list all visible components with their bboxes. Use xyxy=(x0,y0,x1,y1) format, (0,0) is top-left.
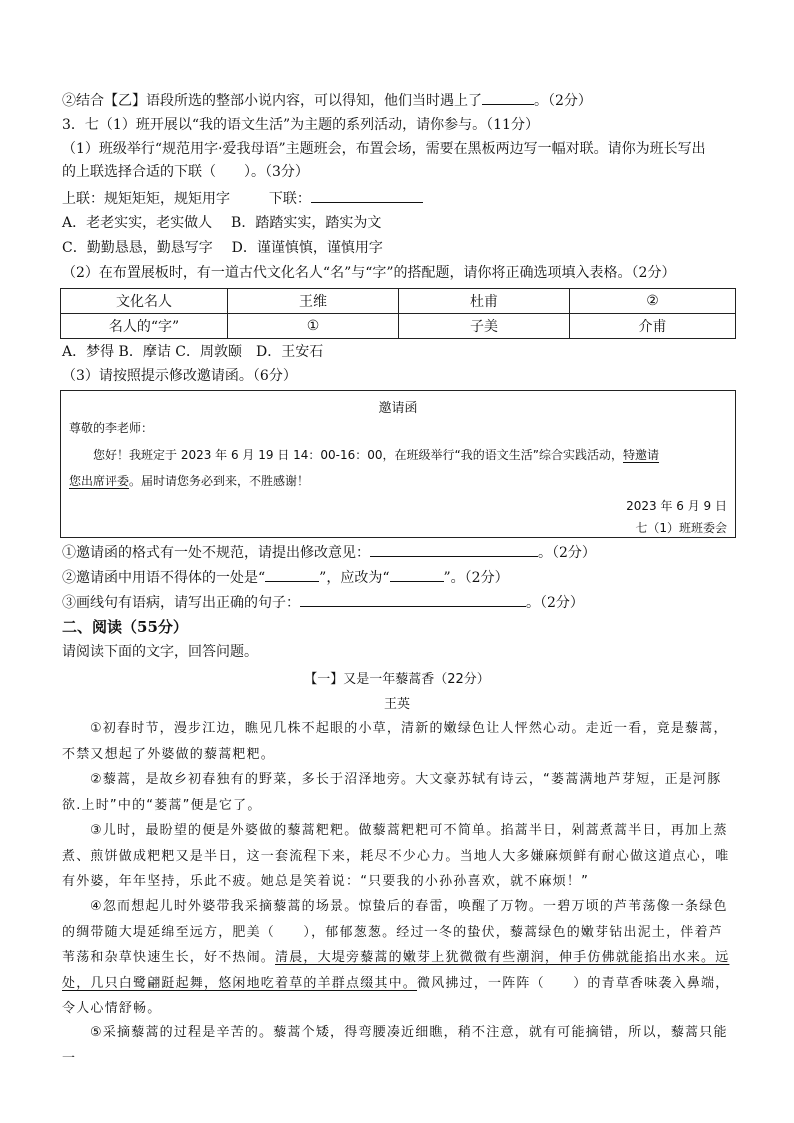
paragraph-2: ②藜蒿，是故乡初春独有的野菜，多长于沼泽地旁。大文豪苏轼有诗云，“蒌蒿满地芦芽短，正是河豚欲.上时”中的“蒌蒿”便是它了。 xyxy=(62,772,722,813)
letter-body-line1: 您好！我班定于 2023 年 6 月 19 日 14：00-16：00，在班级举行“我的语文生活”综合实践活动，特邀请 xyxy=(93,448,660,462)
couplet-lower: 下联： xyxy=(268,191,311,207)
couplet-answer-blank[interactable] xyxy=(311,188,423,203)
invitation-letter xyxy=(60,390,736,538)
paragraph-5: ⑤采摘藜蒿的过程是辛苦的。藜蒿个矮，得弯腰凑近细瞧，稍不注意，就有可能摘错，所以，藜蒿只能一 xyxy=(62,1025,728,1066)
section-2-instruction: 请阅读下面的文字，回答问题。 xyxy=(62,644,258,660)
couplet-upper: 上联：规矩矩矩，规矩用字 xyxy=(62,191,230,207)
question-3-1-line2: 的上联选择合适的下联（ ）。（3分） xyxy=(62,164,309,180)
question-2-2: ②结合【乙】语段所选的整部小说内容，可以得知，他们当时遇上了 。（2分） xyxy=(62,90,592,111)
sub-question-1: ①邀请函的格式有一处不规范，请提出修改意见： 。（2分） xyxy=(62,542,596,563)
article-author: 王英 xyxy=(383,697,410,712)
table-cell: 介甫 xyxy=(570,314,736,339)
table-cell: ② xyxy=(570,289,736,314)
section-2-heading: 二、阅读（55分） xyxy=(62,618,188,636)
question-3-1-line1: （1）班级举行“规范用字·爱我母语”主题班会，布置会场，需要在黑板两边写一幅对联。请你为班长写出 xyxy=(62,141,706,157)
table-cell: 王维 xyxy=(228,289,399,314)
table-row xyxy=(61,314,736,339)
table-cell: 名人的“字” xyxy=(61,314,228,339)
paragraph-1: ①初春时节，漫步江边，瞧见几株不起眼的小草，清新的嫩绿色让人怦然心动。走近一看，竟是藜蒿，不禁又想起了外婆做的藜蒿粑粑。 xyxy=(62,721,728,762)
letter-salutation: 尊敬的李老师： xyxy=(69,421,154,435)
paragraph-4: ④忽而想起儿时外婆带我采摘藜蒿的场景。惊蛰后的春雷，唤醒了万物。一碧万顷的芦苇荡像一条绿色的绸带随大堤延绵至远方，肥美（ ），郁郁葱葱。经过一冬的蛰伏，藜蒿绿色的嫩芽钻出泥土，伴着芦苇荡和杂草快速生长，好不热闹。清晨，大堤旁藜蒿的嫩芽上犹微微有些潮润，伸手仿佛就能掐出水来。远处，几只白鹭翩跹起舞，悠闲地吃着草的羊群点缀其中。微风拂过，一阵阵（ ）的青草香味袭入鼻端，令人心情舒畅。 xyxy=(62,899,730,1016)
table-options: A．梦得 B．摩诘 C．周敦颐 D．王安石 xyxy=(62,344,324,360)
table-cell: 杜甫 xyxy=(399,289,570,314)
paragraph-3: ③儿时，最盼望的便是外婆做的藜蒿粑粑。做藜蒿粑粑可不简单。掐蒿半日，剁蒿煮蒿半日，再加上蒸煮、煎饼做成粑粑又是半日，这一套流程下来，耗尽不少心力。当地人大多嫌麻烦鲜有耐心做这道点心，唯有外婆，年年坚持，乐此不疲。她总是笑着说：“只要我的小孙孙喜欢，就不麻烦！” xyxy=(62,823,730,889)
options-ab xyxy=(62,213,381,233)
couplet xyxy=(62,188,423,209)
option-c: C．勤勤恳恳，勤恳写字 xyxy=(62,240,213,256)
option-a: A．老老实实，老实做人 xyxy=(62,215,213,231)
letter-signature: 七（1）班班委会 xyxy=(635,521,727,535)
name-style-table xyxy=(60,288,736,339)
answer-blank[interactable] xyxy=(370,542,538,557)
sub-question-2: ②邀请函中用语不得体的一处是“ ”，应改为“ ”。（2分） xyxy=(62,567,509,588)
answer-blank[interactable] xyxy=(300,592,526,607)
question-3-title: 3．七（1）班开展以“我的语文生活”为主题的系列活动，请你参与。（11分） xyxy=(62,117,539,133)
option-d: D．谨谨慎慎，谨慎用字 xyxy=(231,240,383,256)
underlined-sentence: 您出席评委 xyxy=(69,474,130,488)
underlined-sentence: 特邀请 xyxy=(623,448,660,462)
options-cd xyxy=(62,238,383,258)
table-cell: 文化名人 xyxy=(61,289,228,314)
question-3-3: （3）请按照提示修改邀请函。（6分） xyxy=(62,368,297,384)
letter-title: 邀请函 xyxy=(378,401,418,416)
letter-body-line2: 您出席评委。届时请您务必到来，不胜感谢！ xyxy=(69,474,310,488)
answer-blank[interactable] xyxy=(265,567,319,582)
option-b: B．踏踏实实，踏实为文 xyxy=(231,215,382,231)
answer-blank[interactable] xyxy=(390,567,444,582)
sub-question-3: ③画线句有语病，请写出正确的句子： 。（2分） xyxy=(62,592,584,613)
article-title: 【一】又是一年藜蒿香（22分） xyxy=(304,672,490,687)
answer-blank[interactable] xyxy=(482,90,534,105)
letter-date: 2023 年 6 月 9 日 xyxy=(626,499,727,513)
table-cell: 子美 xyxy=(399,314,570,339)
question-3-2: （2）在布置展板时，有一道古代文化名人“名”与“字”的搭配题，请你将正确选项填入表格。（2分） xyxy=(62,265,676,281)
underlined-sentence: 清晨，大堤旁藜蒿的嫩芽上犹微微有些潮润，伸手仿佛就能掐出水来。远处，几只白鹭翩跹起舞，悠闲地吃着草的羊群点缀其中。 xyxy=(62,950,730,991)
table-row xyxy=(61,289,736,314)
table-cell: ① xyxy=(228,314,399,339)
